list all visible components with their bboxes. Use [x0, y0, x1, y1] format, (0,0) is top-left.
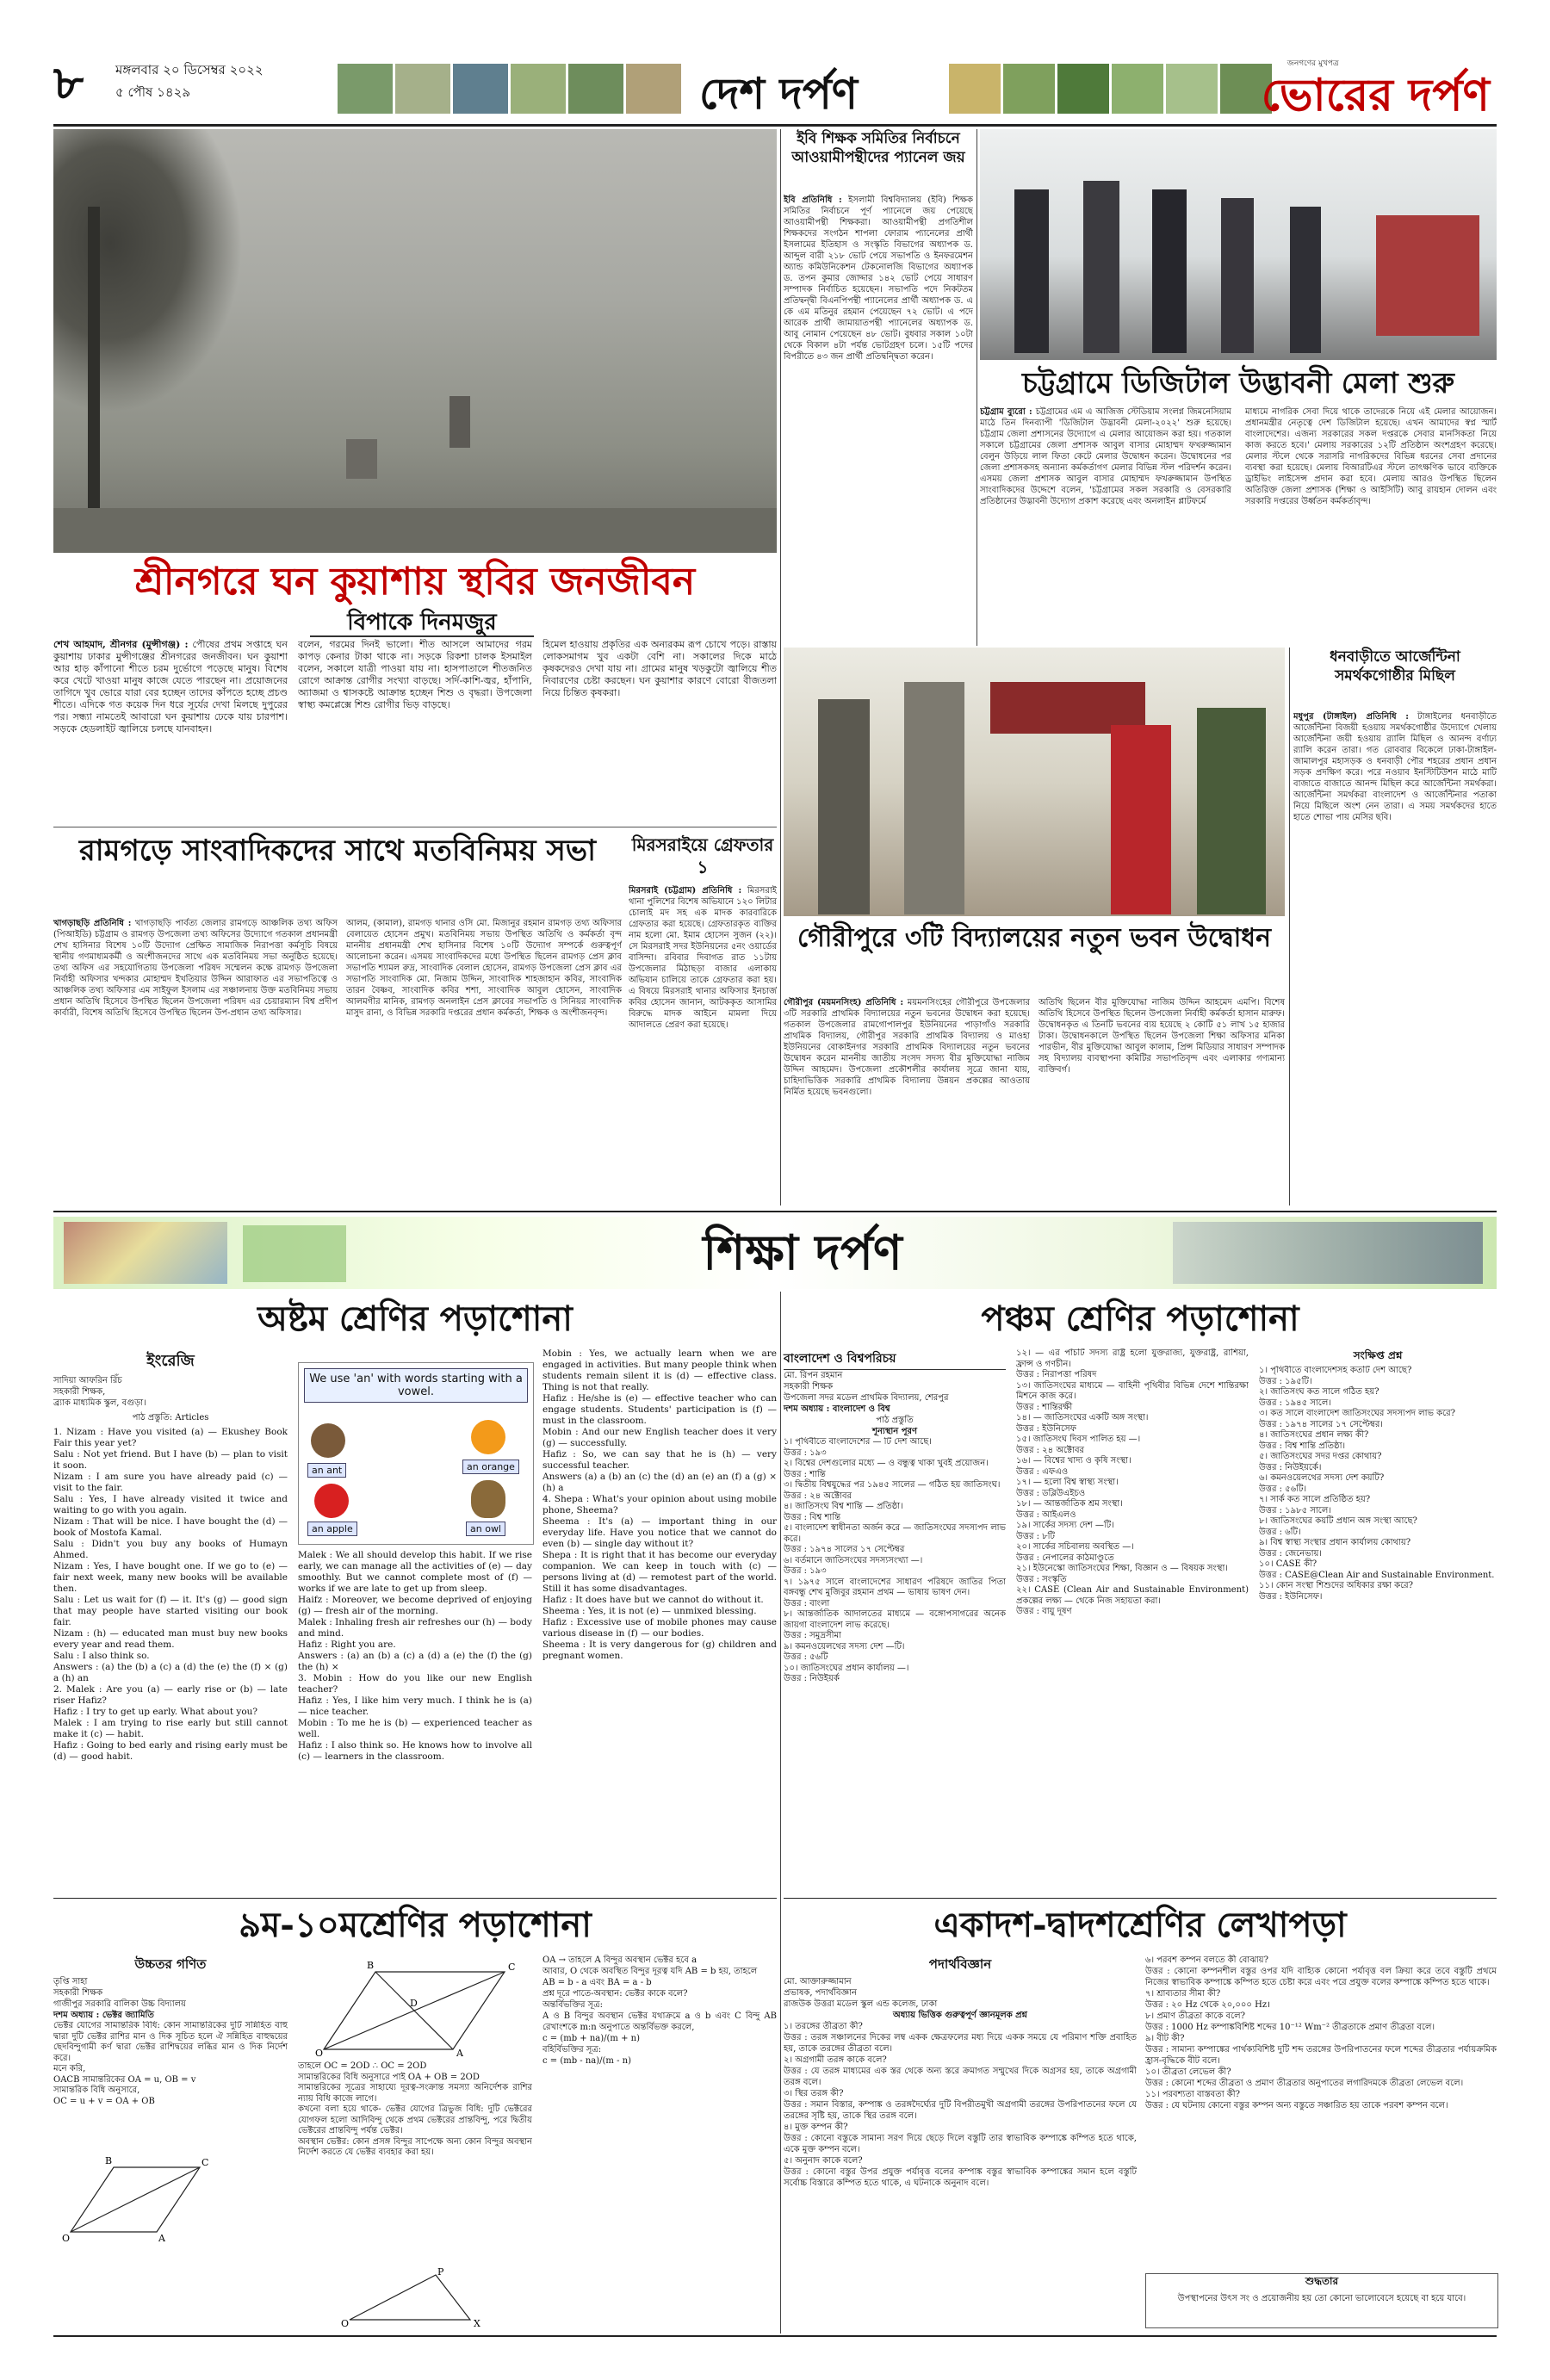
class8-text-1: 1. Nizam : Have you visited (a) — Ekushey Book Fair this year yet? Salu : Not yet friend. But I have (b) — plan to visit it soon. Nizam : I am sure you have already paid (c) — visit to the fair. Salu : Yes, I have already visited it twice and waiting to go with you again. Nizam : That will be nice. I have bought the (d) — book of Mostofa Kamal. Salu : Didn't you buy any books of Humayn Ahmed. Nizam : Yes, I have bought one. If we go to (e) — fair next week, many new books will be available then. Salu : Let us wait for (f) — it. It's (g) — good sign that may people have started visiting our book fair. Nizam : (h) — educated man must buy new books every year and read them. Salu : I also think so. Answers : (a) the (b) a (c) a (d) the (e) the (f) × (g) a (h) an 2. Malek : Are you (a) — early rise or (b) — late riser Hafiz? Hafiz : I try to get up early. What about you? Malek : I am trying to rise early but still cannot make it (c) — habit. Hafiz : Going to bed early and rising early must be (d) — good habit. — [53, 1427, 288, 1762]
section-rule — [53, 1898, 777, 1899]
ibi-body — [784, 195, 973, 642]
class5-col3 — [1259, 1348, 1497, 1865]
gouripur-body-col2: অতিথি ছিলেন বীর মুক্তিযোদ্ধা নাজিম উদ্দিন আহমেদ এমপি। বিশেষ অতিথি হিসেবে উপস্থিত ছিলেন উপজেলা নির্বাহী কর্মকর্তা হাসান মারুফ। উদ্বোধনকৃত এ তিনটি ভবনের ব্যয় হয়েছে ২ কোটি ৫১ লাখ ১৫ হাজার টাকা। উদ্বোধনকালে উপস্থিত ছিলেন উপজেলা শিক্ষা অফিসার মনিকা পারভীন, বীর মুক্তিযোদ্ধা আবুল কালাম, প্রিন্স মিডিয়ার সাধারণ সম্পাদক সহ বিদ্যালয় ব্যবস্থাপনা কমিটির সভাপতিবৃন্দ এবং এলাকার গণ্যমান্য ব্যক্তিবর্গ। — [1038, 998, 1285, 1075]
ramgarh-byline: খাগড়াছড়ি প্রতিনিধি : — [53, 919, 132, 928]
class9-chapter: দশম অধ্যায় : ভেক্টর জ্যামিতি — [53, 2011, 154, 2020]
class9-col1 — [53, 1955, 288, 2248]
owl-icon — [471, 1480, 505, 1518]
gouripur-byline: গৌরীপুর (ময়মনসিংহ) প্রতিনিধি : — [784, 998, 904, 1007]
section-rule — [53, 1211, 1497, 1212]
triangle-diagram — [298, 2268, 532, 2328]
mirsarai-headline: মিরসরাইয়ে গ্রেফতার ১ — [631, 834, 774, 877]
mirsarai-byline: মিরসরাই (চট্টগ্রাম) প্রতিনিধি : — [629, 886, 742, 896]
class5-lesson: পাঠ প্রস্তুতি — [876, 1416, 914, 1425]
class8-flashcard-caption: We use 'an' with words starting with a vowel. — [304, 1368, 528, 1403]
ant-icon — [311, 1423, 345, 1458]
class5-text-3: ১। পৃথিবীতে বাংলাদেশসহ কতটি দেশ আছে? উত্তর : ১৯৫টি। ২। জাতিসংঘ কত সালে গঠিত হয়? উত্তর : ১৯৪৫ সালে। ৩। কত সালে বাংলাদেশ জাতিসংঘের সদস্যপদ লাভ করে? উত্তর : ১৯৭৪ সালের ১৭ সেপ্টেম্বর। ৪। জাতিসংঘের প্রধান লক্ষ্য কী? উত্তর : বিশ্ব শান্তি প্রতিষ্ঠা। ৫। জাতিসংঘের সদর দপ্তর কোথায়? উত্তর : নিউইয়র্কে। ৬। কমনওয়েলথের সদস্য দেশ কয়টি? উত্তর : ৫৬টি। ৭। সার্ক কত সালে প্রতিষ্ঠিত হয়? উত্তর : ১৯৮৫ সালে। ৮। জাতিসংঘের কয়টি প্রধান অঙ্গ সংস্থা আছে? উত্তর : ৬টি। ৯। বিশ্ব স্বাস্থ্য সংস্থার প্রধান কার্যালয় কোথায়? উত্তর : জেনেভায়। ১০। CASE কী? উত্তর : CASE@Clean Air and Sustainable Environment. ১১। কোন সংস্থা শিশুদের অধিকার রক্ষা করে? উত্তর : ইউনিসেফ। — [1259, 1366, 1495, 1602]
masthead — [53, 53, 1497, 127]
class11-chapter: অধ্যায় ভিত্তিক গুরুত্বপূর্ণ জ্ঞানমূলক প্রশ্ন — [893, 2011, 1027, 2020]
class5-text-1: ১। পৃথিবীতে বাংলাদেশের — টি দেশ আছে। উত্তর : ১৯৩ ২। বিশ্বের দেশগুলোর মধ্যে — ও বন্ধুত্ব খাকা খুবই প্রয়োজন। উত্তর : শান্তি ৩। দ্বিতীয় বিশ্বযুদ্ধের পর ১৯৪৫ সালের — গঠিত হয় জাতিসংঘ। উত্তর : ২৪ অক্টোবর ৪। জাতিসংঘ বিশ্ব শান্তি — প্রতিষ্ঠা। উত্তর : বিশ্ব শান্তি ৫। বাংলাদেশ স্বাধীনতা অর্জন করে — জাতিসংঘের সদস্যপদ লাভ করে। উত্তর : ১৯৭৪ সালের ১৭ সেপ্টেম্বর ৬। বর্তমানে জাতিসংঘের সদস্যসংখ্যা —। উত্তর : ১৯৩ ৭। ১৯৭৫ সালে বাংলাদেশের সাধারণ পরিষদে জাতির পিতা বঙ্গবন্ধু শেখ মুজিবুর রহমান প্রথম — ভাষায় ভাষণ দেন। উত্তর : বাংলা ৮। আন্তর্জাতিক আদালতের মাধ্যমে — বঙ্গোপসাগরের অনেক জায়গা বাংলাদেশ লাভ করেছে। উত্তর : সমুদ্রসীমা ৯। কমনওয়েলথের সদস্য দেশ —টি। উত্তর : ৫৬টি ১০। জাতিসংঘের প্রধান কার্যালয় —। উত্তর : নিউইয়র্ক — [784, 1437, 1006, 1683]
fog-photo — [53, 129, 777, 553]
ctg-body-col1 — [980, 406, 1231, 639]
svg-text:B: B — [105, 2155, 113, 2166]
parallelogram-diagram — [53, 2150, 208, 2245]
svg-text:D: D — [410, 1998, 418, 2009]
class11-title: একাদশ-দ্বাদশশ্রেণির লেখাপড়া — [933, 1905, 1347, 1945]
class5-text-2: ১২। — এর পাঁচটি সদস্য রাষ্ট্র হলো যুক্তরাজ্য, যুক্তরাষ্ট্র, রাশিয়া, ফ্রান্স ও গণচীন। উত্তর : নিরাপত্তা পরিষদ ১৩। জাতিসংঘের মাধ্যমে — বাহিনী পৃথিবীর বিভিন্ন দেশে শান্তিরক্ষা মিশনে কাজ করে। উত্তর : শান্তিরক্ষী ১৪। — জাতিসংঘের একটি অঙ্গ সংস্থা। উত্তর : ইউনিসেফ ১৫। জাতিসংঘ দিবস পালিত হয় —। উত্তর : ২৪ অক্টোবর ১৬। — বিশ্বের খাদ্য ও কৃষি সংস্থা। উত্তর : এফএও ১৭। — হলো বিশ্ব স্বাস্থ্য সংস্থা। উত্তর : ডব্লিউএইচও ১৮। — আন্তর্জাতিক শ্রম সংস্থা। উত্তর : আইএলও ১৯। সার্কের সদস্য দেশ —টি। উত্তর : ৮টি ২০। সার্কের সচিবালয় অবস্থিত —। উত্তর : নেপালের কাঠমাণ্ডুতে ২১। ইউনেস্কো জাতিসংঘের শিক্ষা, বিজ্ঞান ও — বিষয়ক সংস্থা। উত্তর : সংস্কৃতি ২২। CASE (Clean Air and Sustainable Environment) প্রকল্পের লক্ষ্য — থেকে নিজ সহায়তা করা। উত্তর : বায়ু দূষণ — [1016, 1348, 1249, 1616]
ibi-headline: ইবি শিক্ষক সমিতির নির্বাচনে আওয়ামীপন্থীদের প্যানেল জয় — [791, 130, 965, 166]
svg-text:B: B — [367, 1960, 375, 1971]
column-rule — [976, 129, 977, 646]
class11-footer-text: উপস্থাপনের উৎস সং ও প্রয়োজনীয় হয় তো কোনো ভালোবেসে হয়েছে বা হয়ে যাবে। — [1177, 2294, 1466, 2303]
apple-icon — [314, 1484, 349, 1518]
dhanbari-body — [1293, 711, 1497, 1202]
class8-flashcard — [298, 1362, 534, 1545]
ctg-text-1: চট্টগ্রামের এম এ আজিজ স্টেডিয়াম সংলগ্ন জিমনেসিয়াম মাঠে তিন দিনব্যাপী 'ডিজিটাল উদ্ভাবনী মেলা-২০২২' শুরু হয়েছে। চট্টগ্রাম জেলা প্রশাসনের উদ্যোগে এ মেলার আয়োজন করা হয়। গতকাল সকালে চট্টগ্রামের জেলা প্রশাসক আবুল বাসার মোহাম্মদ ফখরুজ্জামান বেলুন উড়িয়ে লাল ফিতা কেটে মেলার উদ্বোধন করেন। উদ্বোধনের পর জেলা প্রশাসকসহ অন্যান্য কর্মকর্তাগণ মেলার বিভিন্ন স্টল পরিদর্শন করেন। এসময় জেলা প্রশাসক আবুল বাসার মোহাম্মদ ফখরুজ্জামান উপস্থিত সাংবাদিকদের উদ্দেশে বলেন, 'চট্টগ্রামের সকল সরকারি ও বেসরকারি প্রতিষ্ঠানের উদ্ভাবনী উদ্যোগ প্রকাশ করেছে এবং অনলাইন প্লাটফর্মে — [980, 407, 1231, 506]
fog-body-col1 — [53, 639, 288, 811]
section-rule — [784, 1898, 1497, 1899]
class8-title: অষ্টম শ্রেণির পড়াশোনা — [257, 1298, 573, 1339]
class5-title: পঞ্চম শ্রেণির পড়াশোনা — [981, 1298, 1299, 1339]
gouripur-headline: গৌরীপুরে ৩টি বিদ্যালয়ের নতুন ভবন উদ্বোধন — [797, 923, 1272, 953]
logo-text: ভোরের দর্পণ — [1261, 69, 1490, 121]
class8-subject: ইংরেজি — [146, 1352, 195, 1370]
class11-author: মো. আক্তারুজ্জামান প্রভাষক, পদার্থবিজ্ঞান রাজউক উত্তরা মডেল স্কুল এন্ড কলেজ, ঢাকা — [784, 1977, 938, 2009]
class5-col1 — [784, 1348, 1006, 1842]
logo-tagline: জনগণের মুখপত্র — [1286, 59, 1339, 68]
ramgarh-body-col2: আলম, (কামাল), রামগড় থানার ওসি মো. মিজানুর রহমান রামগড় তথ্য অফিসার বেলায়েত হোসেন প্রমুখ। মতবিনিময় সভায় উপস্থিত অতিথি ও কর্মকর্তা বৃন্দ মাননীয় প্রধানমন্ত্রী শেখ হাসিনার বিশেষ ১০টি উদ্যোগ সম্পর্কে গুরুত্বপূর্ণ আলোচনা করেন। এসময় সাংবাদিকদের মধ্যে উপস্থিত ছিলেন রামগড় প্রেস ক্লাব সভাপতি শ্যামল রুদ্র, সাংবাদিক বেলাল হোসেন, রামগড় উপজেলা প্রেস ক্লাব এর সভাপতি সাংবাদিক মো. নিজাম উদ্দিন, সাংবাদিক শাহজাহান কবির, সাংবাদিক তারন বৈষ্ণব, সাংবাদিক কবির শশা, সাংবাদিক আবুল হোসেন, সাংবাদিক আলমগীর মানিক, রামগড় অনলাইন প্রেস ক্লাবের সভাপতি ও সিনিয়র সাংবাদিক মাসুদ রানা, ও বিভিন্ন সরকারি দপ্তরের প্রধান কর্মকর্তা, শিক্ষক ও অংশীজনবৃন্দ। — [346, 919, 622, 1018]
ctg-photo — [980, 129, 1497, 360]
ramgarh-headline: রামগড়ে সাংবাদিকদের সাথে মতবিনিময় সভা — [79, 834, 596, 868]
dhanbari-byline: মধুপুর (টাঙ্গাইল) প্রতিনিধি : — [1293, 712, 1409, 722]
class9-text-1: ভেক্টর যোগের সামান্তরিক বিধি: কোন সামান্তরিকের দুটি সন্নিহিত বাহু দ্বারা দুটি ভেক্টর রাশির মান ও দিক সূচিত হলে ঐ সন্নিহিত বাহুদ্বয়ের ছেদবিন্দুগামী কর্ণ দ্বারা ভেক্টর রাশিদ্বয়ের লব্ধির মান ও দিক নির্দেশ করে। মনে করি, OACB সামান্তরিকের OA = u, OB = v সামান্তরিক বিধি অনুসারে, OC = u + v = OA + OB — [53, 2021, 288, 2106]
education-banner-title: শিক্ষা দর্পণ — [703, 1224, 902, 1281]
column-rule — [780, 1292, 781, 2334]
fog-subhead: বিপাকে দিনমজুর — [310, 610, 534, 637]
ctg-byline: চট্টগ্রাম ব্যুরো : — [980, 407, 1032, 417]
date-gregorian: মঙ্গলবার ২০ ডিসেম্বর ২০২২ — [115, 62, 264, 77]
ctg-body-col2: মাধ্যমে নাগরিক সেবা দিয়ে থাকে তাদেরকে নিয়ে এই মেলার আয়োজন। প্রধানমন্ত্রীর নেতৃত্বে দেশ ডিজিটাল হয়েছে। এখন আমাদের স্বপ্ন স্মার্ট বাংলাদেশের। এজন্য সরকারের সকল দপ্তরকে সেবার মানসিকতা নিয়ে কাজ করতে হবে।' মেলায় সরকারের ১২টি প্রতিষ্ঠান অংশগ্রহণ করেছে। মেলার স্টলে থেকে সরাসরি নাগরিকদের বিভিন্ন ধরনের সেবা প্রদানের ব্যবস্থা করা হয়েছে। মেলায় বিআরটিএর স্টলে তাৎক্ষণিক ভাবে ব্যক্তিকে ড্রাইভিং লাইসেন্স প্রদান করা হবে। মেলায় আরও উপস্থিত ছিলেন অতিরিক্ত জেলা প্রশাসক (শিক্ষা ও আইসিটি) আবু রায়হান দোলন এবং সরকারি দপ্তরের উর্ধ্বতন কর্মকর্তাবৃন্দ। — [1245, 407, 1497, 506]
class9-text-2: তাহলে OC = 2OD ∴ OC = 2OD সামান্তরিকের বিধি অনুসারে পাই OA + OB = 2OD সামান্তরিকের সূত্রের সাহায্যে দূরত্ব-সংক্রান্ত সমস্যা অনির্দেশক রাশির ন্যায় বিধি কাজে লাগে। কখনো বলা হয়ে থাকে- ভেক্টর যোগের ত্রিভুজ বিধি: দুটি ভেক্টরের যোগফল হলো আদিবিন্দু থেকে প্রথম ভেক্টরের প্রান্তবিন্দু, পরে দ্বিতীয় ভেক্টরের প্রান্তবিন্দু পর্যন্ত ভেক্টর। অবস্থান ভেক্টর: কোন প্রসঙ্গ বিন্দুর সাপেক্ষে অন্য কোন বিন্দুর অবস্থান নির্দেশ করতে যে ভেক্টর ব্যবহার করা হয়। — [298, 2061, 532, 2157]
class9-title: ৯ম-১০মশ্রেণির পড়াশোনা — [239, 1905, 592, 1945]
class11-footer-box — [1145, 2273, 1498, 2328]
education-banner — [53, 1217, 1497, 1289]
svg-text:P: P — [437, 2268, 444, 2278]
class11-text-1: ১। তরঙ্গের তীব্রতা কী? উত্তর : তরঙ্গ সঞ্চালনের দিকের লম্ব একক ক্ষেত্রফলের মধ্য দিয়ে একক সময়ে যে পরিমাণ শক্তি প্রবাহিত হয়, তাকে তরঙ্গের তীব্রতা বলে। ২। অগ্রগামী তরঙ্গ কাকে বলে? উত্তর : যে তরঙ্গ মাধ্যমের এক স্তর থেকে অন্য স্তরে ক্রমাগত সম্মুখের দিকে অগ্রসর হয়, তাকে অগ্রগামী তরঙ্গ বলে। ৩। স্থির তরঙ্গ কী? উত্তর : সমান বিস্তার, কম্পাঙ্ক ও তরঙ্গদৈর্ঘ্যের দুটি বিপরীতমুখী অগ্রগামী তরঙ্গের উপরিপাতনের ফলে যে তরঙ্গের সৃষ্টি হয়, তাকে স্থির তরঙ্গ বলে। ৪। মুক্ত কম্পন কী? উত্তর : কোনো বস্তুকে সামান্য সরণ দিয়ে ছেড়ে দিলে বস্তুটি তার স্বাভাবিক কম্পাঙ্কে কম্পিত হতে থাকে, একে মুক্ত কম্পন বলে। ৫। অনুনাদ কাকে বলে? উত্তর : কোনো বস্তুর উপর প্রযুক্ত পর্যাবৃত্ত বলের কম্পাঙ্ক বস্তুর স্বাভাবিক কম্পাঙ্কের সমান হলে বস্তুটি সর্বোচ্চ বিস্তারে কম্পিত হতে থাকে, এ ঘটনাকে অনুনাদ বলে। — [784, 2022, 1137, 2188]
fog-byline: শেখ আহমাদ, শ্রীনগর (মুন্সীগঞ্জ) : — [53, 639, 189, 650]
class5-chapter: দশম অধ্যায় : বাংলাদেশ ও বিশ্ব — [784, 1404, 890, 1414]
class9-text-3: OA → তাহলে A বিন্দুর অবস্থান ভেক্টর হবে a আবার, O থেকে অবস্থিত বিন্দুর দূরত্ব যদি AB = b হয়, তাহলে AB = b - a এবং BA = a - b প্রশ্ন দূরে পাতে-অবস্থান: ভেক্টর কাকে বলে? অন্তর্বিভক্তির সূত্র: A ও B বিন্দুর অবস্থান ভেক্টর যথাক্রমে a ও b এবং C বিন্দু AB রেখাংশকে m:n অনুপাতে অন্তর্বিভক্ত করলে, c = (mb + na)/(m + n) বহির্বিভক্তির সূত্র: c = (mb - na)/(m - n) — [542, 1955, 777, 2066]
flash-owl: an owl — [466, 1522, 505, 1536]
fog-text-1: পৌষের প্রথম সপ্তাহে ঘন কুয়াশায় ঢাকার মুন্সীগঞ্জের শ্রীনগরের জনজীবন। ঘন কুয়াশা আর হাড় কাঁপানো শীতে চরম দুর্ভোগে পড়েছে মানুষ। বিশেষ করে খেটে খাওয়া মানুষ কাজে যেতে পারছেন না। প্রয়োজনের তাগিদে খুব ভোরে যারা বের হচ্ছেন তাদের কাঁপতে হচ্ছে প্রচণ্ড শীতে। এদিকে গত কয়েক দিন ধরে সূর্যের দেখা মিলছে দুপুরের পর। সন্ধ্যা নামতেই আবারো ঘন কুয়াশায় ঢেকে যায় চারপাশ। সড়কে হেডলাইট জ্বালিয়ে চলছে যানবাহন। — [53, 639, 288, 734]
class11-col1 — [784, 1955, 1137, 2314]
masthead-photo-strip-right — [949, 64, 1276, 114]
class5-subject: বাংলাদেশ ও বিশ্বপরিচয় — [784, 1348, 1006, 1370]
svg-text:O: O — [62, 2233, 71, 2244]
page-number: ৮ — [53, 55, 84, 110]
masthead-photo-strip-left — [338, 64, 699, 114]
dhanbari-text: টাঙ্গাইলের ধনবাড়ীতে আর্জেন্টিনা বিজয়ী হওয়ায় সমর্থকগোষ্ঠীর উদ্যোগে খেলায় আর্জেন্টিনা জয়ী হওয়ায় র‍্যালি মিছিল ও আনন্দ বর্ণাঢ্য র‍্যালি করেন তারা। গত রোববার বিকেলে ঢাকা-টাঙ্গাইল-জামালপুর মহাসড়ক ও ধনবাড়ী পৌর শহরের প্রধান প্রধান সড়ক প্রদক্ষিণ করে। পরে নওয়াব ইনস্টিটিউশন মাঠে মাটি বাজাতে বাজাতে আনন্দ মিছিল করে আর্জেন্টিনা সমর্থকরা। আর্জেন্টিনা সমর্থকরা বাংলাদেশ ও আর্জেন্টিনার পতাকা নিয়ে মিছিলে অংশ নেন তারা। এ সময় সমর্থকদের হাতে হাতে শোভা পায় মেসির ছবি। — [1293, 712, 1497, 822]
class5-col3-title: সংক্ষিপ্ত প্রশ্ন — [1353, 1349, 1403, 1361]
mirsarai-body — [629, 885, 777, 1202]
svg-text:A: A — [158, 2233, 165, 2244]
class9-author: তৃপ্তি সাহা সহকারী শিক্ষক গাজীপুর সরকারি বালিকা উচ্চ বিদ্যালয় — [53, 1977, 186, 2009]
class11-subject: পদার্থবিজ্ঞান — [928, 1956, 992, 1972]
class5-sub: শূন্যস্থান পূরণ — [871, 1427, 918, 1436]
mirsarai-text: মিরসরাই থানা পুলিশের বিশেষ অভিযানে ১২০ লিটার চোলাই মদ সহ এক মাদক কারবারিকে গ্রেফতার করা হয়েছে। গ্রেফতারকৃত ব্যক্তির নাম হলো মো. ইমাম হোসেন সুজন (২২)। সে মিরসরাই সদর ইউনিয়নের ৫নং ওয়ার্ডের বাসিন্দা। রবিবার দিবাগত রাত ১১টায় উপজেলার মিঠাছড়া বাজার এলাকায় অভিযান চালিয়ে তাকে গ্রেফতার করা হয়। এ বিষয়ে মিরসরাই থানার অফিসার ইনচার্জ কবির হোসেন জানান, আটককৃত আসামির বিরুদ্ধে মাদক আইনে মামলা দিয়ে আদালতে প্রেরণ করা হয়েছে। — [629, 886, 777, 1030]
date-bengali: ৫ পৌষ ১৪২৯ — [115, 84, 191, 100]
svg-text:A: A — [456, 2048, 463, 2058]
ramgarh-body-col1 — [53, 918, 338, 1202]
svg-text:O: O — [341, 2318, 350, 2328]
ibi-byline: ইবি প্রতিনিধি : — [784, 195, 842, 205]
class8-text-3: Mobin : Yes, we actually learn when we are engaged in activities. But many people think when students remain silent it is (d) — effective class. Thing is not that really. Hafiz : He/she is (e) — effective teacher who can engage students. Students' participation is (f) — must in the classroom. Mobin : And our new English teacher does it very (g) — successfully. Hafiz : So, we can say that he is (h) — very successful teacher. Answers (a) a (b) an (c) the (d) an (e) an (f) a (g) × (h) a 4. Shepa : What's your opinion about using mobile phone, Sheema? Sheema : It's (a) — important thing in our everyday life. Have you notice that we cannot do even (b) — single day without it? Shepa : It is right that it has become our everyday companion. We can keep in touch with (c) — persons living at (d) — remotest part of the world. Still it has some disadvantages. Hafiz : It does have but we cannot do without it. Sheema : Yes, it is not (e) — unmixed blessing. Hafiz : Excessive use of mobile phones may cause various disease in (f) — our bodies. Sheema : It is very dangerous for (g) children and pregnant women. — [542, 1348, 777, 1661]
class8-col1 — [53, 1348, 288, 1978]
svg-text:C: C — [508, 1962, 516, 1973]
gouripur-photo — [784, 648, 1285, 916]
ctg-headline: চট্টগ্রামে ডিজিটাল উদ্ভাবনী মেলা শুরু — [1022, 366, 1454, 400]
ramgarh-text-1: খাগড়াছড়ি পার্বত্য জেলার রামগড়ে আঞ্চলিক তথ্য অফিস (পিআইডি) চট্টগ্রাম ও রামগড় উপজেলা তথ্য অফিসের উদ্যোগে গতকাল প্রধানমন্ত্রী শেখ হাসিনার বিশেষ ১০টি উদ্যোগ প্রেক্ষিত সামাজিক নিরাপত্তা কর্মসূচি বিষয়ে স্থানীয় গণমাধ্যমকর্মী ও অংশীজনদের সাথে এক মতবিনিময় সভা অনুষ্ঠিত হয়েছে। তথ্য অফিস এর সহযোগিতায় উপজেলা পরিষদ সম্মেলন কক্ষে রামগড় উপজেলা নির্বাহী অফিসার খন্দকার মোহাম্মদ ইখতিয়ার উদ্দিন আরাফাত এর সভাপতিত্বে ও আঞ্চলিক তথ্য অফিসার এম সাইফুল ইসলাম এর সঞ্চালনায় উক্ত মতবিনিময় সভায় প্রধান অতিথি হিসেবে উপস্থিত ছিলেন উপজেলা পরিষদ এর চেয়ারম্যান বিশ্ব প্রদীপ কার্বারী, বিশেষ অতিথি হিসেবে উপস্থিত ছিলেন উপ-প্রধান তথ্য অফিসার। — [53, 919, 338, 1018]
section-title: দেশ দর্পণ — [699, 68, 858, 119]
class9-subject: উচ্চতর গণিত — [134, 1956, 207, 1972]
class8-lesson: পাঠ প্রস্তুতি: Articles — [132, 1413, 209, 1422]
svg-text:X: X — [474, 2318, 480, 2328]
flash-apple: an apple — [307, 1522, 357, 1536]
dhanbari-headline: ধনবাড়ীতে আর্জেন্টিনা সমর্থকগোষ্ঠীর মিছিল — [1330, 648, 1460, 685]
ibi-text: ইসলামী বিশ্ববিদ্যালয় (ইবি) শিক্ষক সমিতির নির্বাচনে পূর্ণ প্যানেলে জয় পেয়েছে আওয়ামীপন্থী শিক্ষকরা। আওয়ামীপন্থী প্রগতিশীল শিক্ষকদের সংগঠন শাপলা ফোরাম প্যানেলের প্রার্থী ইসলামের ইতিহাস ও সংস্কৃতি বিভাগের অধ্যাপক ড. আব্দুল বারী ২১৮ ভোট পেয়ে সভাপতি ও ইনফরমেশন অ্যান্ড কমিউনিকেশন টেকনোলজি বিভাগের অধ্যাপক ড. তপন কুমার জোদ্দার ১৪২ ভোট পেয়ে সাধারণ সম্পাদক নির্বাচিত হয়েছেন। সভাপতি পদে নিকটতম প্রতিদ্বন্দ্বী বিএনপিপন্থী প্যানেলের প্রার্থী অধ্যাপক ড. এ কে এম মতিনুর রহমান পেয়েছেন ৭২ ভোট। এ পদে আরেক প্রার্থী জামায়াতপন্থী প্যানেলের অধ্যাপক ড. আবু নোমান পেয়েছেন ৪৮ ভোট। বুধবার সকাল ১০টা থেকে বিকাল ৪টা পর্যন্ত ভোটগ্রহণ চলে। ১৫টি পদের বিপরীতে ৪৩ জন প্রার্থী প্রতিদ্বন্দ্বিতা করেন। — [784, 195, 973, 362]
fog-headline: শ্রীনগরে ঘন কুয়াশায় স্থবির জনজীবন — [134, 560, 696, 604]
class5-author: মো. রিপন রহমান সহকারী শিক্ষক উপজেলা সদর মডেল প্রাথমিক বিদ্যালয়, শেরপুর — [784, 1371, 949, 1403]
page-bottom-rule — [53, 2335, 1497, 2337]
class9-col2 — [298, 1955, 532, 2332]
flash-orange: an orange — [462, 1460, 519, 1474]
class11-text-2: ৬। পরবশ কম্পন বলতে কী বোঝায়? উত্তর : কোনো কম্পনশীল বস্তুর ওপর যদি বাহ্যিক কোনো পর্যাবৃত্ত বল ক্রিয়া করে তবে বস্তুটি প্রথমে নিজের স্বাভাবিক কম্পাঙ্কে কম্পিত হতে চেষ্টা করে এবং পরে প্রযুক্ত বলের কম্পাঙ্কে কম্পিত হতে থাকে। ৭। শ্রাব্যতার সীমা কী? উত্তর : ২০ Hz থেকে ২০,০০০ Hz। ৮। প্রমাণ তীব্রতা কাকে বলে? উত্তর : 1000 Hz কম্পাঙ্কবিশিষ্ট শব্দের 10⁻¹² Wm⁻² তীব্রতাকে প্রমাণ তীব্রতা বলে। ৯। বীট কী? উত্তর : সামান্য কম্পাঙ্কের পার্থক্যবিশিষ্ট দুটি শব্দ তরঙ্গের উপরিপাতনের ফলে শব্দের তীব্রতার পর্যায়ক্রমিক হ্রাস-বৃদ্ধিকে বীট বলে। ১০। তীব্রতা লেভেল কী? উত্তর : কোনো শব্দের তীব্রতা ও প্রমাণ তীব্রতার অনুপাতের লগারিদমকে তীব্রতা লেভেল বলে। ১১। পরবশ্যতা বাস্তবতা কী? উত্তর : যে ঘটনায় কোনো বস্তুর কম্পন অন্য বস্তুতে সঞ্চারিত হয় তাকে পরবশ কম্পন বলে। — [1145, 1955, 1497, 2110]
class8-author: সাদিয়া আফরিন রিঁচ সহকারী শিক্ষক, ব্র্যাক মাধ্যমিক স্কুল, বগুড়া। — [53, 1376, 146, 1408]
svg-text:C: C — [202, 2157, 208, 2168]
column-rule — [780, 129, 781, 1205]
svg-text:O: O — [315, 2048, 324, 2058]
column-rule — [1289, 648, 1290, 1205]
fog-body-col2: বলেন, গরমের দিনই ভালো। শীত আসলে আমাদের গরম কাপড় কেনার টাকা থাকে না। সড়কে রিকশা চালক ইসমাইল বলেন, সকালে যাত্রী পাওয়া যায় না। হাসপাতালে শীতজনিত রোগে আক্রান্ত রোগীর সংখ্যা বাড়ছে। সর্দি-কাশি-জ্বর, হাঁপানি, অ্যাজমা ও শ্বাসকষ্টে আক্রান্ত হচ্ছেন শিশু ও বৃদ্ধরা। উপজেলা স্বাস্থ্য কমপ্লেক্সে শিশু রোগীর ভিড় বাড়ছে। — [298, 639, 532, 710]
vector-diagram-parallelogram — [298, 1955, 532, 2058]
orange-icon — [471, 1420, 505, 1454]
class11-footer-title: শুদ্ধতার — [1305, 2275, 1339, 2287]
gouripur-body-col1 — [784, 997, 1030, 1202]
flash-ant: an ant — [307, 1463, 346, 1478]
class8-text-2: Malek : We all should develop this habit. If we rise early, we can manage all the activities of (e) — day smoothly. But we cannot complete most of (f) — works if we are late to get up from sleep. Haifz : Moreover, we become deprived of enjoying (g) — fresh air of the morning. Malek : Inhaling fresh air refreshes our (h) — body and mind. Hafiz : Right you are. Answers : (a) an (b) a (c) a (d) a (e) the (f) the (g) the (h) × 3. Mobin : How do you like our new English teacher? Hafiz : Yes, I like him very much. I think he is (a) — nice teacher. Mobin : To me he is (b) — experienced teacher as well. Hafiz : I also think so. He knows how to involve all (c) — learners in the classroom. — [298, 1550, 532, 1762]
fog-body-col3: হিমেল হাওয়ায় প্রকৃতির এক অন্যরকম রূপ চোখে পড়ে। রাস্তায় লোকসমাগম খুব একটা বেশি না। সকালের দিকে মাঠে কৃষকদেরও দেখা যায় না। গ্রামের মানুষ খড়কুটো জ্বালিয়ে শীত নিবারণের চেষ্টা করছেন। ঘন কুয়াশার কারণে বোরো বীজতলা নিয়ে চিন্তিত কৃষকরা। — [542, 639, 777, 698]
newspaper-logo — [1262, 60, 1490, 135]
gouripur-text-1: ময়মনসিংহের গৌরীপুরে উপজেলার ৩টি সরকারি প্রাথমিক বিদ্যালয়ের নতুন ভবনের উদ্বোধন করা হয়েছে। গতকাল উপজেলার রামগোপালপুর ইউনিয়নের পাড়াগাঁও সরকারি প্রাথমিক বিদ্যালয়, গৌরীপুর সরকারি প্রাথমিক বিদ্যালয় ও মাওহা ইউনিয়নের বোকাইনগর সরকারি প্রাথমিক বিদ্যালয়ের নতুন ভবনের উদ্বোধন করেন মাননীয় জাতীয় সংসদ সদস্য বীর মুক্তিযোদ্ধা নাজিম উদ্দিন আহমেদ। উপজেলা প্রকৌশলীর কার্যালয় সূত্রে জানা যায়, চাহিদাভিত্তিক সরকারি প্রাথমিক বিদ্যালয় উন্নয়ন প্রকল্পের আওতায় নির্মিত হয়েছে ভবনগুলো। — [784, 998, 1030, 1097]
